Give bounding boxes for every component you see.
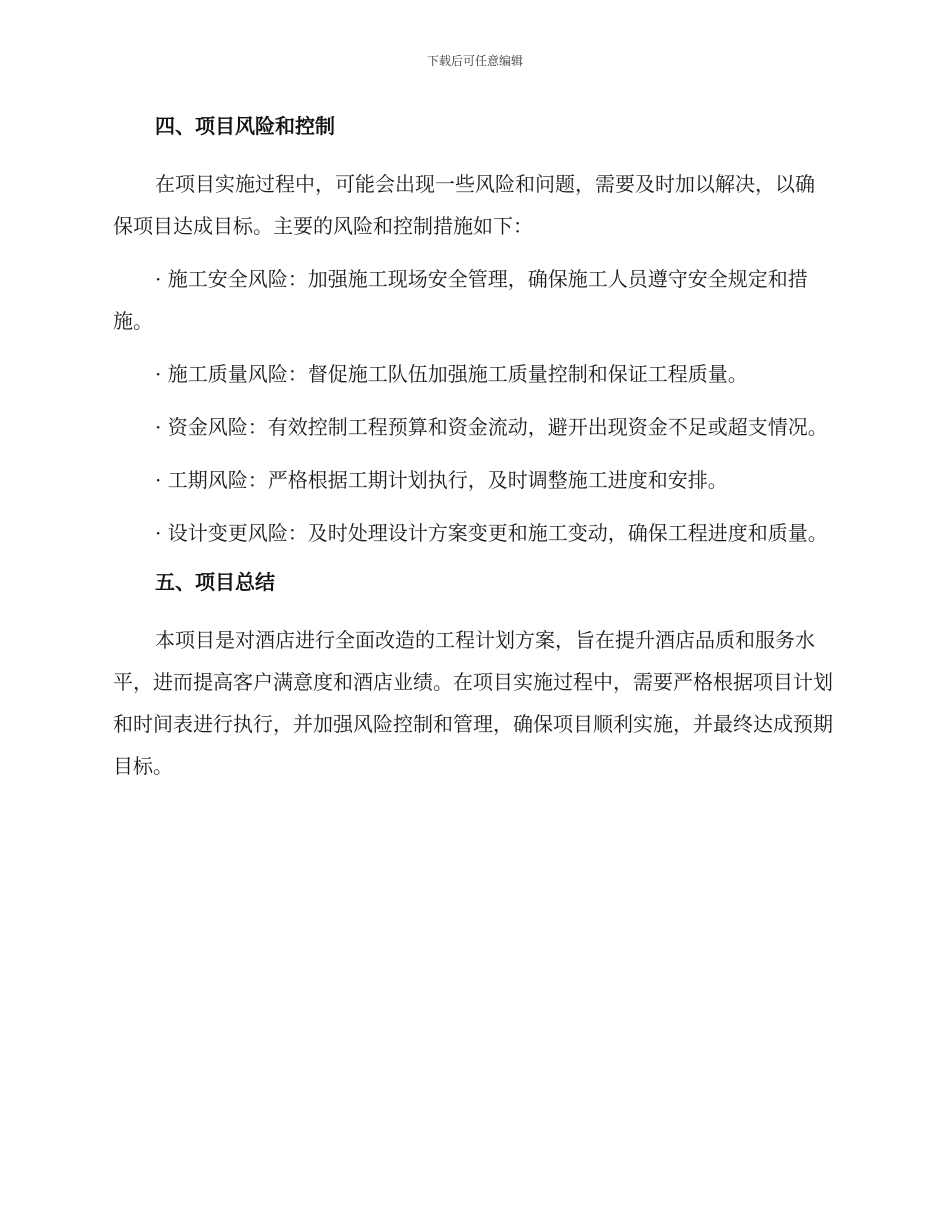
risk-item-safety: · 施工安全风险：加强施工现场安全管理，确保施工人员遵守安全规定和措施。 bbox=[113, 267, 808, 333]
section-4-intro: 在项目实施过程中，可能会出现一些风险和问题，需要及时加以解决，以确保项目达成目标。主要的风险和控制措施如下： bbox=[113, 172, 815, 238]
risk-item-funding: · 资金风险：有效控制工程预算和资金流动，避开出现资金不足或超支情况。 bbox=[155, 415, 828, 439]
risk-item-quality: · 施工质量风险：督促施工队伍加强施工质量控制和保证工程质量。 bbox=[155, 362, 748, 386]
section-5-body: 本项目是对酒店进行全面改造的工程计划方案，旨在提升酒店品质和服务水平，进而提高客户满意度和酒店业绩。在项目实施过程中，需要严格根据项目计划和时间表进行执行，并加强风险控制和管理，确保项目顺利实施，并最终达成预期目标。 bbox=[113, 628, 833, 778]
risk-item-design-change: · 设计变更风险：及时处理设计方案变更和施工变动，确保工程进度和质量。 bbox=[155, 521, 828, 545]
section-5-heading: 五、项目总结 bbox=[155, 570, 275, 594]
section-4-heading: 四、项目风险和控制 bbox=[155, 114, 335, 138]
risk-item-schedule: · 工期风险：严格根据工期计划执行，及时调整施工进度和安排。 bbox=[155, 468, 728, 492]
document-body bbox=[113, 110, 833, 787]
page-header: 下载后可任意编辑 bbox=[426, 54, 523, 68]
